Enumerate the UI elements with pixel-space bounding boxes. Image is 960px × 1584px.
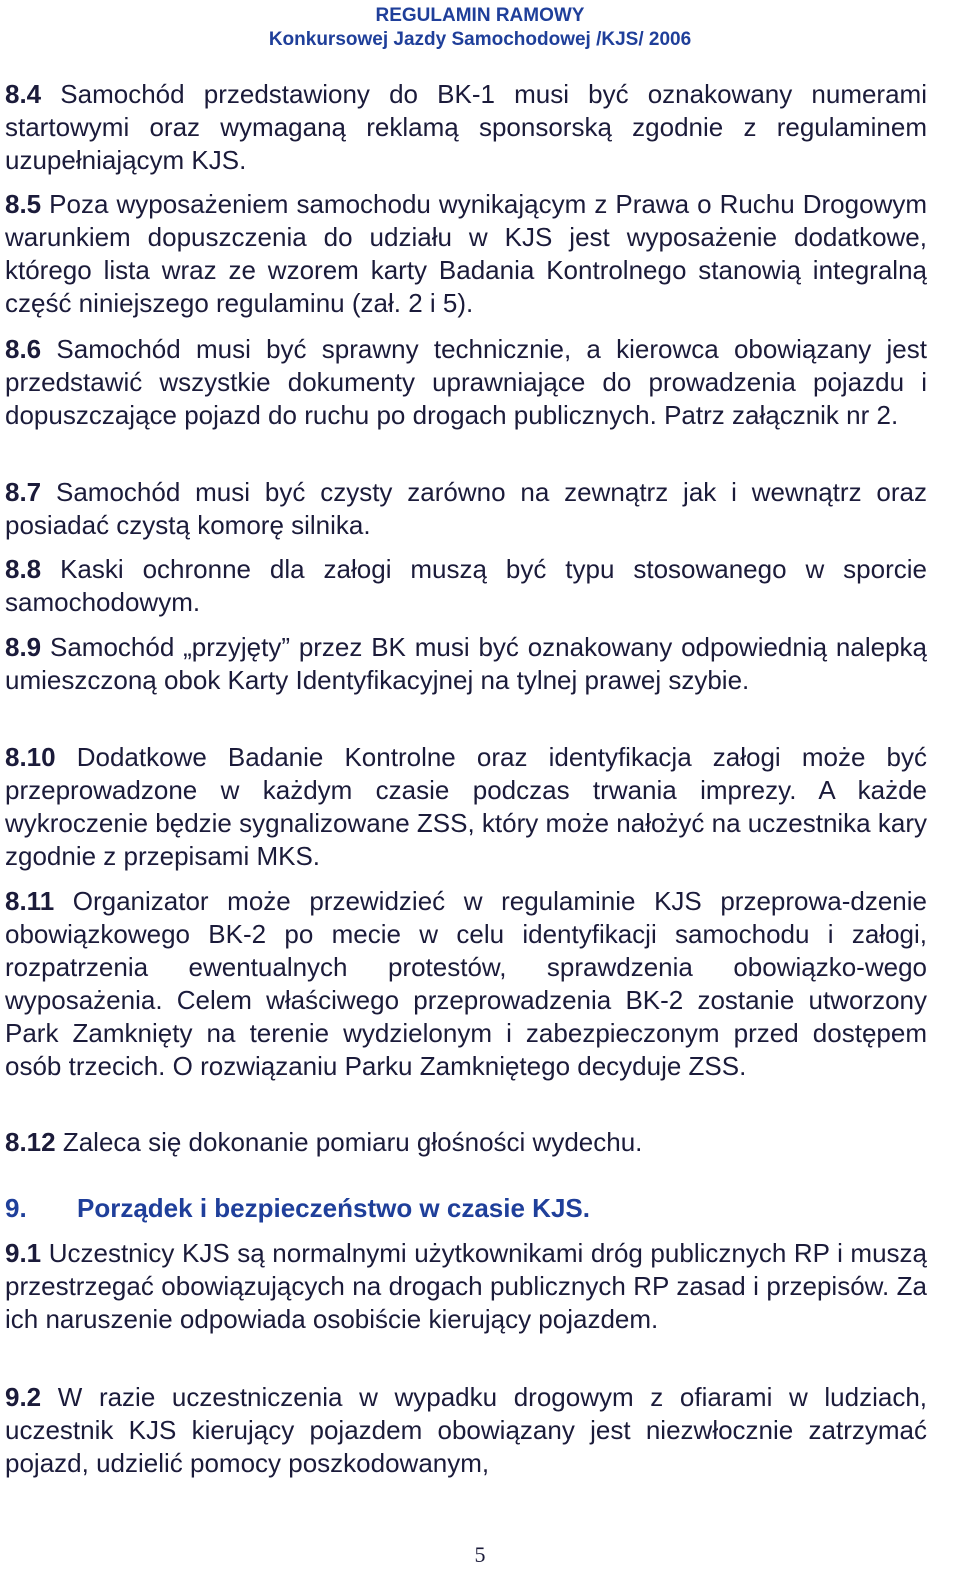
paragraph-8-6 xyxy=(5,333,927,432)
paragraph-number: 9.2 xyxy=(5,1382,42,1412)
paragraph-9-2 xyxy=(5,1381,927,1480)
paragraph-number: 8.9 xyxy=(5,632,42,662)
section-title: Porządek i bezpieczeństwo w czasie KJS. xyxy=(77,1193,590,1223)
paragraph-number: 8.4 xyxy=(5,79,42,109)
paragraph-8-11 xyxy=(5,885,927,1083)
header-title: REGULAMIN RAMOWY xyxy=(375,5,585,26)
paragraph-8-5 xyxy=(5,188,927,320)
section-heading-9 xyxy=(5,1192,927,1225)
paragraph-number: 8.8 xyxy=(5,554,42,584)
paragraph-number: 9.1 xyxy=(5,1238,42,1268)
paragraph-number: 8.11 xyxy=(5,886,55,916)
paragraph-8-12 xyxy=(5,1126,927,1159)
paragraph-text: Samochód przedstawiony do BK-1 musi być oznakowany numerami startowymi oraz wymaganą reklamą sponsorską zgodnie z regulaminem uzupełniającym KJS. xyxy=(5,79,927,175)
paragraph-9-1 xyxy=(5,1237,927,1336)
paragraph-number: 8.7 xyxy=(5,477,42,507)
paragraph-text: Samochód musi być sprawny technicznie, a kierowca obowiązany jest przedstawić wszystkie dokumenty uprawniające do prowadzenia pojazdu i dopuszczające pojazd do ruchu po drogach publicznych. Patrz załącznik nr 2. xyxy=(5,334,927,430)
paragraph-text: Uczestnicy KJS są normalnymi użytkownikami dróg publicznych RP i muszą przestrzegać obowiązujących na drogach publicznych RP zasad i przepisów. Za ich naruszenie odpowiada osobiście kierujący pojazdem. xyxy=(5,1238,927,1334)
paragraph-8-8 xyxy=(5,553,927,619)
paragraph-text: W razie uczestniczenia w wypadku drogowym z ofiarami w ludziach, uczestnik KJS kierujący pojazdem obowiązany jest niezwłocznie zatrzymać pojazd, udzielić pomocy poszkodowanym, xyxy=(5,1382,927,1478)
paragraph-8-10 xyxy=(5,741,927,873)
paragraph-8-9 xyxy=(5,631,927,697)
paragraph-text: Kaski ochronne dla załogi muszą być typu stosowanego w sporcie samochodowym. xyxy=(5,554,927,617)
paragraph-number: 8.10 xyxy=(5,742,56,772)
paragraph-text: Zaleca się dokonanie pomiaru głośności wydechu. xyxy=(55,1127,643,1157)
paragraph-text: Samochód „przyjęty” przez BK musi być oznakowany odpowiednią nalepką umieszczoną obok Karty Identyfikacyjnej na tylnej prawej szybie. xyxy=(5,632,927,695)
paragraph-number: 8.5 xyxy=(5,189,42,219)
paragraph-text: Samochód musi być czysty zarówno na zewnątrz jak i wewnątrz oraz posiadać czystą komorę silnika. xyxy=(5,477,927,540)
page-header xyxy=(0,4,960,52)
paragraph-8-7 xyxy=(5,476,927,542)
paragraph-text: Dodatkowe Badanie Kontrolne oraz identyfikacja załogi może być przeprowadzone w każdym czasie podczas trwania imprezy. A każde wykroczenie będzie sygnalizowane ZSS, który może nałożyć na uczestnika kary zgodnie z przepisami MKS. xyxy=(5,742,927,871)
paragraph-text: Poza wyposażeniem samochodu wynikającym z Prawa o Ruchu Drogowym warunkiem dopuszczenia do udziału w KJS jest wyposażenie dodatkowe, którego lista wraz ze wzorem karty Badania Kontrolnego stanowią integralną część niniejszego regulaminu (zał. 2 i 5). xyxy=(5,189,927,318)
paragraph-number: 8.6 xyxy=(5,334,42,364)
page-number: 5 xyxy=(474,1542,486,1567)
header-subtitle: Konkursowej Jazdy Samochodowej /KJS/ 2006 xyxy=(268,29,692,50)
paragraph-8-4 xyxy=(5,78,927,177)
paragraph-number: 8.12 xyxy=(5,1127,56,1157)
section-number: 9. xyxy=(5,1193,27,1223)
paragraph-text: Organizator może przewidzieć w regulaminie KJS przeprowa-dzenie obowiązkowego BK-2 po mecie w celu identyfikacji samochodu i załogi, rozpatrzenia ewentualnych protestów, sprawdzenia obowiązko-wego wyposażenia. Celem właściwego przeprowadzenia BK-2 zostanie utworzony Park Zamknięty na terenie wydzielonym i zabezpieczonym przed dostępem osób trzecich. O rozwiązaniu Parku Zamkniętego decyduje ZSS. xyxy=(5,886,927,1081)
